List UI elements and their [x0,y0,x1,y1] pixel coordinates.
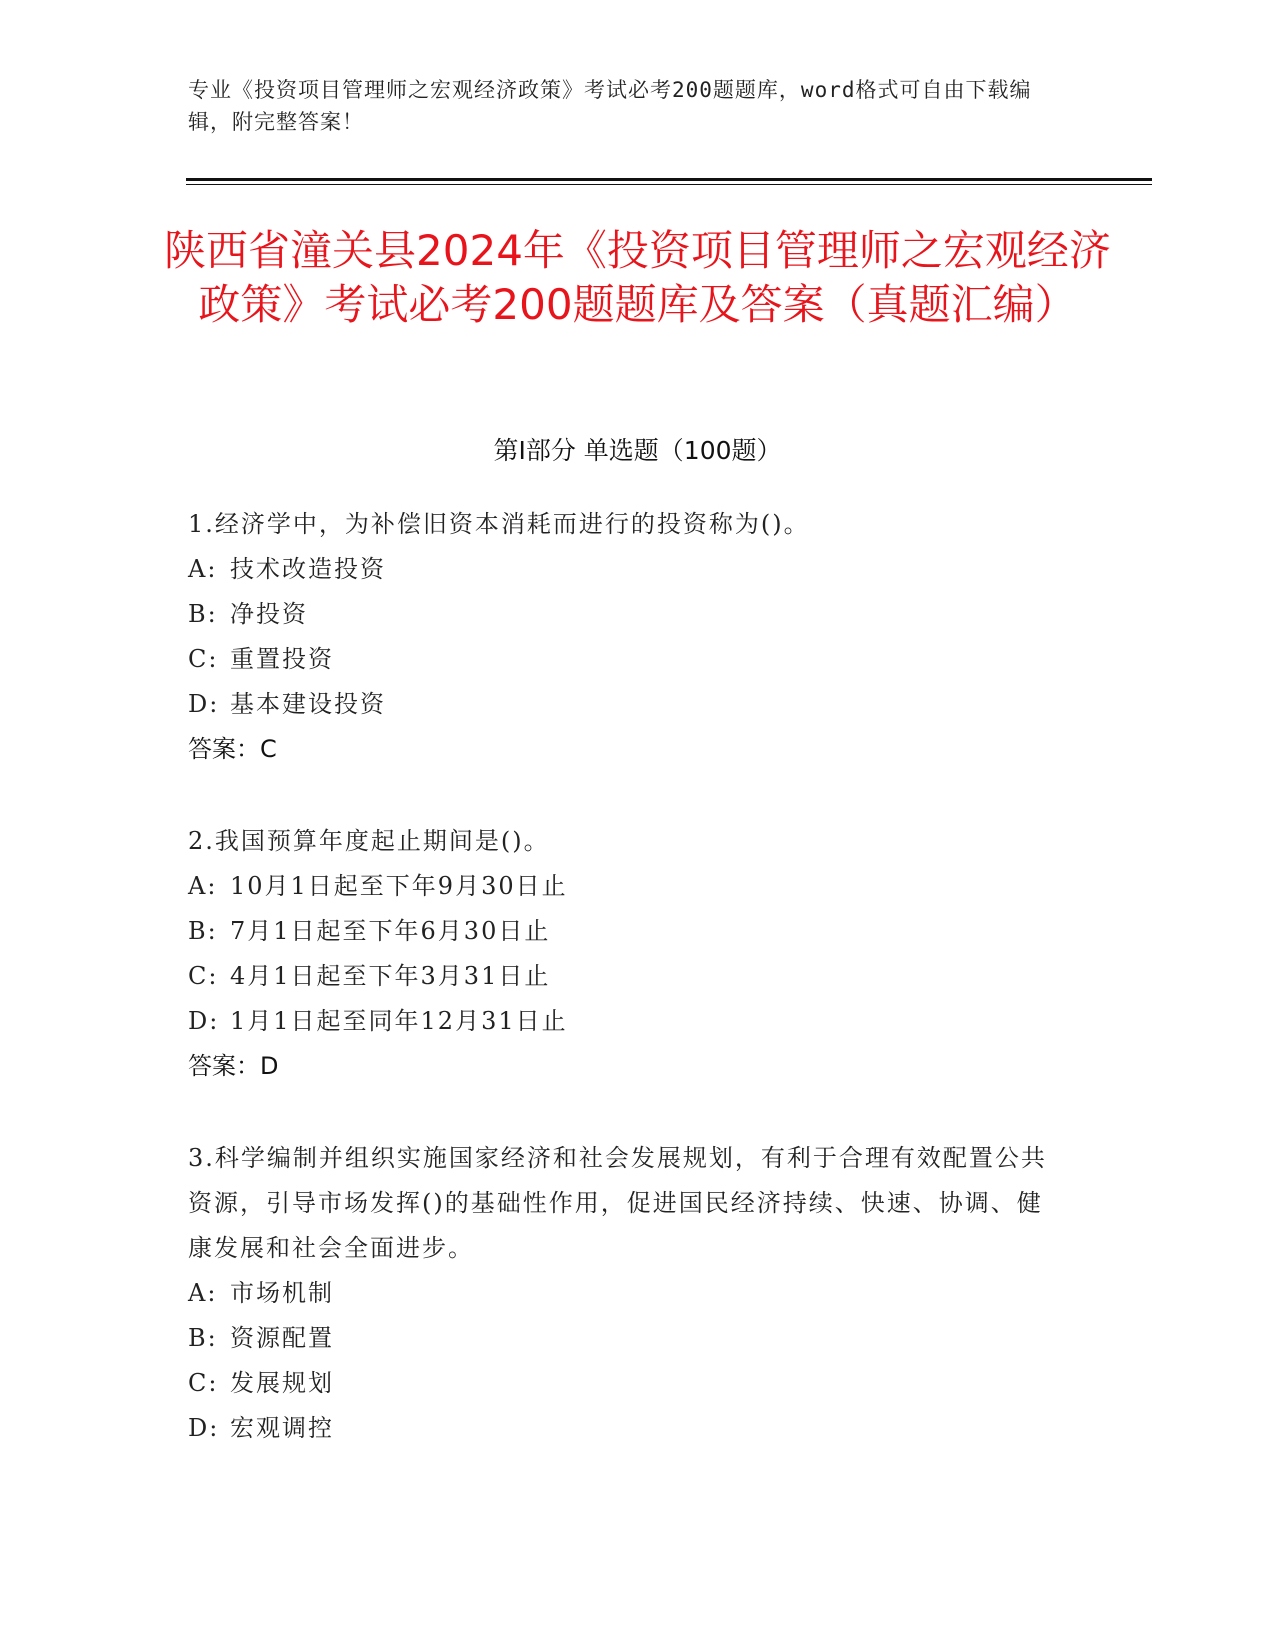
option-c [188,1361,1068,1406]
option-text: 10月1日起至下年9月30日止 [230,872,568,900]
document-title: 陕西省潼关县2024年《投资项目管理师之宏观经济政策》考试必考200题题库及答案（真题汇编） [164,226,1111,329]
option-text: 4月1日起至下年3月31日止 [230,962,551,990]
option-label: A: [188,555,218,583]
option-a [188,864,1068,909]
option-c [188,954,1068,999]
question-2 [188,819,1068,1089]
header-note: 专业《投资项目管理师之宏观经济政策》考试必考200题题库，word格式可自由下载编辑，附完整答案！ [188,78,1032,134]
option-label: B: [188,600,218,628]
question-stem: 1.经济学中，为补偿旧资本消耗而进行的投资称为()。 [188,510,810,538]
option-label: A: [188,1279,218,1307]
answer: 答案：C [188,735,277,763]
header-rule-thin [186,184,1152,185]
option-b [188,909,1068,954]
option-a [188,547,1068,592]
option-text: 发展规划 [230,1369,334,1397]
option-label: D: [188,690,220,718]
option-d [188,999,1068,1044]
option-b [188,592,1068,637]
option-d [188,1406,1068,1451]
option-label: C: [188,962,219,990]
question-stem: 3.科学编制并组织实施国家经济和社会发展规划，有利于合理有效配置公共资源，引导市场发挥()的基础性作用，促进国民经济持续、快速、协调、健康发展和社会全面进步。 [188,1144,1047,1262]
option-text: 净投资 [230,600,308,628]
question-1 [188,502,1068,772]
option-text: 重置投资 [230,645,334,673]
question-3 [188,1136,1068,1451]
answer: 答案：D [188,1052,279,1080]
option-b [188,1316,1068,1361]
option-a [188,1271,1068,1316]
option-text: 基本建设投资 [230,690,386,718]
option-text: 资源配置 [230,1324,334,1352]
option-label: B: [188,917,218,945]
option-text: 技术改造投资 [230,555,386,583]
option-text: 宏观调控 [230,1414,334,1442]
option-d [188,682,1068,727]
question-stem: 2.我国预算年度起止期间是()。 [188,827,550,855]
option-label: A: [188,872,218,900]
header-rule-thick [186,178,1152,181]
option-label: B: [188,1324,218,1352]
option-label: D: [188,1007,220,1035]
option-text: 7月1日起至下年6月30日止 [230,917,551,945]
option-label: C: [188,1369,219,1397]
option-label: C: [188,645,219,673]
option-label: D: [188,1414,220,1442]
option-c [188,637,1068,682]
section-heading: 第I部分 单选题（100题） [493,436,782,465]
option-text: 市场机制 [230,1279,334,1307]
option-text: 1月1日起至同年12月31日止 [230,1007,568,1035]
